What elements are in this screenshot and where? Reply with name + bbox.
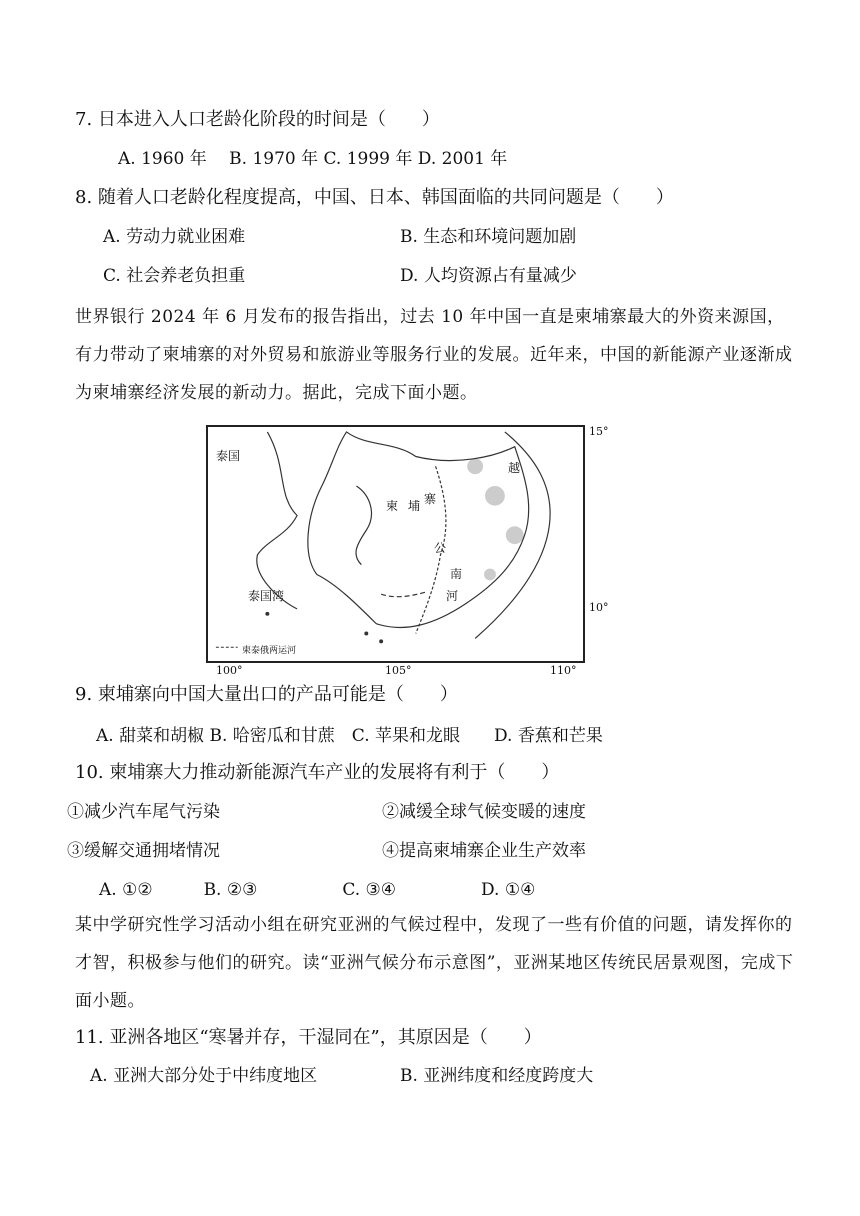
- cambodia-border: [308, 432, 529, 628]
- canal-line: [381, 592, 426, 597]
- thailand-coast: [257, 432, 297, 609]
- q9-stem: 9. 柬埔寨向中国大量出口的产品可能是（ ）: [75, 684, 458, 705]
- tick-lon-110: 110°: [550, 664, 577, 677]
- label-vietnam-2: 南: [450, 567, 463, 581]
- q10-stem: 10. 柬埔寨大力推动新能源汽车产业的发展将有利于（ ）: [75, 762, 560, 783]
- tick-lat-10: 10°: [589, 601, 609, 614]
- label-mekong-2: 河: [446, 589, 459, 603]
- label-cambodia-2: 埔: [408, 499, 421, 513]
- q10-statement-3: ③缓解交通拥堵情况: [67, 841, 220, 861]
- q9-options: A. 甜菜和胡椒 B. 哈密瓜和甘蔗 C. 苹果和龙眼 D. 香蕉和芒果: [96, 726, 603, 746]
- passage-climate: 某中学研究性学习活动小组在研究亚洲的气候过程中，发现了一些有价值的问题，请发挥你的才智，积极参与他们的研究。读“亚洲气候分布示意图”，亚洲某地区传统民居景观图，完成下面小题。: [75, 915, 794, 1011]
- map-graphic: [208, 427, 583, 661]
- map-legend: 柬泰俄两运河: [242, 646, 297, 656]
- label-thailand: 泰国: [216, 449, 241, 463]
- passage-cambodia: 世界银行 2024 年 6 月发布的报告指出，过去 10 年中国一直是柬埔寨最大的外资来源国，有力带动了柬埔寨的对外贸易和旅游业等服务行业的发展。近年来，中国的新能源产业逐渐成为柬埔寨经济发展的新动力。据此，完成下面小题。: [75, 307, 793, 403]
- q7-options: A. 1960 年 B. 1970 年 C. 1999 年 D. 2001 年: [118, 149, 508, 169]
- tick-lat-15: 15°: [589, 425, 609, 438]
- label-cambodia-1: 柬: [386, 499, 399, 513]
- q10-statement-2: ②减缓全球气候变暖的速度: [382, 802, 586, 822]
- q11-option-b: B. 亚洲纬度和经度跨度大: [400, 1066, 594, 1086]
- q10-options: A. ①② B. ②③ C. ③④ D. ①④: [99, 880, 536, 900]
- label-vietnam-1: 越: [508, 461, 521, 475]
- q10-statement-4: ④提高柬埔寨企业生产效率: [382, 841, 586, 861]
- q8-option-d: D. 人均资源占有量减少: [400, 266, 577, 286]
- cambodia-map: [206, 425, 585, 663]
- label-mekong-1: 公: [434, 541, 447, 555]
- label-gulf: 泰国湾: [248, 589, 285, 603]
- q8-option-a: A. 劳动力就业困难: [103, 227, 246, 247]
- tick-lon-105: 105°: [385, 664, 412, 677]
- q7-stem: 7. 日本进入人口老龄化阶段的时间是（ ）: [75, 109, 440, 130]
- q11-option-a: A. 亚洲大部分处于中纬度地区: [90, 1066, 318, 1086]
- label-cambodia-3: 寨: [424, 492, 437, 506]
- q8-option-c: C. 社会养老负担重: [103, 266, 246, 286]
- q8-stem: 8. 随着人口老龄化程度提高，中国、日本、韩国面临的共同问题是（ ）: [75, 187, 674, 208]
- q8-option-b: B. 生态和环境问题加剧: [400, 227, 577, 247]
- tick-lon-100: 100°: [216, 664, 243, 677]
- q11-stem: 11. 亚洲各地区“寒暑并存，干湿同在”，其原因是（ ）: [75, 1027, 542, 1048]
- tonle-sap: [356, 486, 371, 565]
- q10-statement-1: ①减少汽车尾气污染: [67, 802, 220, 822]
